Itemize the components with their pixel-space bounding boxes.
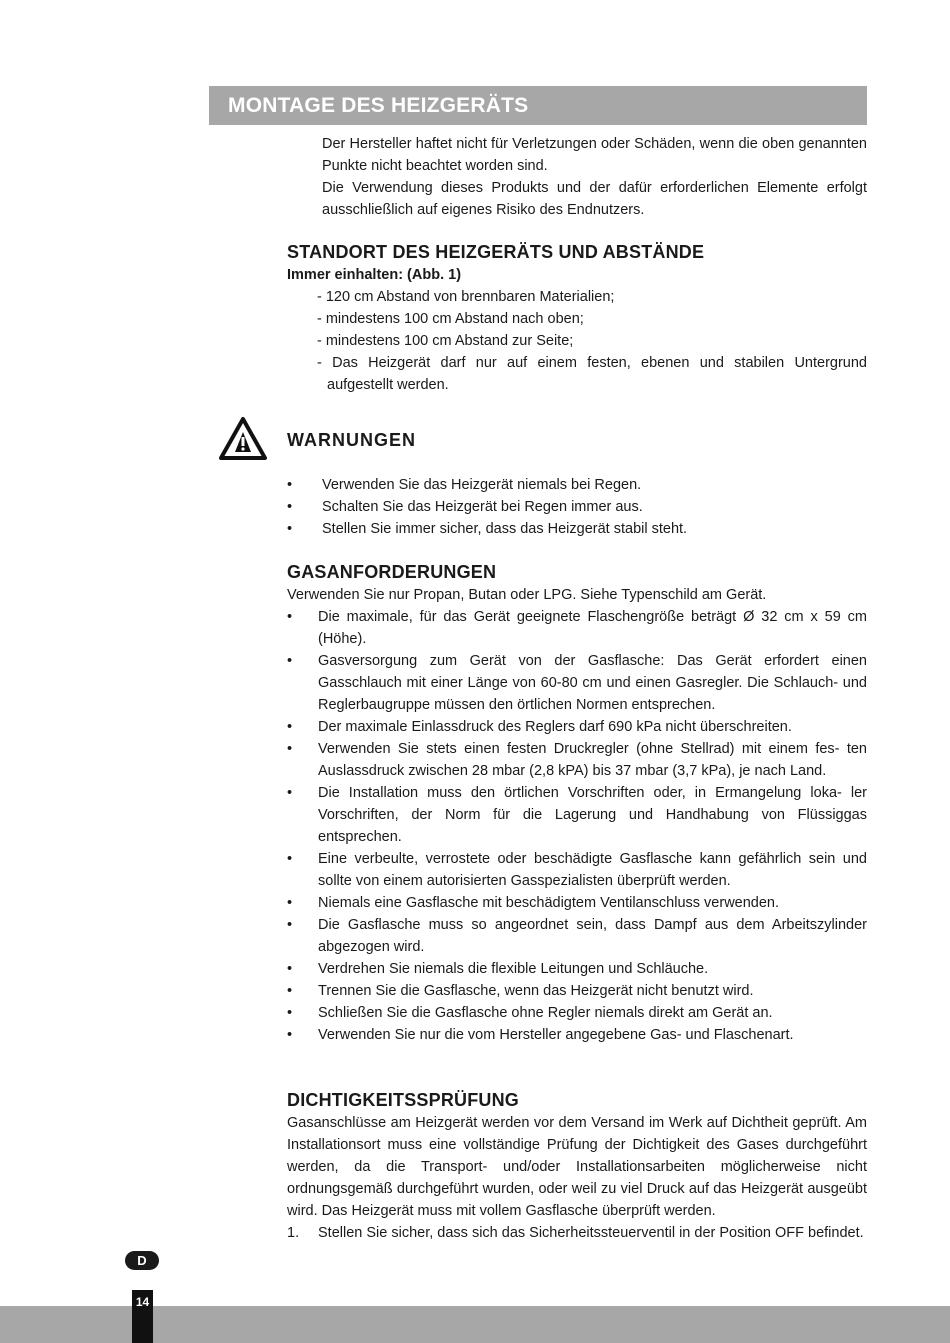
page-number: 14: [132, 1290, 153, 1343]
section-gas: [287, 560, 867, 1046]
gas-list: [287, 606, 867, 1046]
list-item: • Verwenden Sie das Heizgerät niemals bei Regen.: [287, 474, 867, 496]
list-item: • Die Installation muss den örtlichen Vorschriften oder, in Ermangelung loka- ler Vorschriften, der Norm für die Lagerung und Handhabung von Flüssiggas entsprechen.: [287, 782, 867, 848]
intro-text: [322, 133, 867, 221]
gas-intro: Verwenden Sie nur Propan, Butan oder LPG. Siehe Typenschild am Gerät.: [287, 587, 767, 603]
list-item: • Niemals eine Gasflasche mit beschädigtem Ventilanschluss verwenden.: [287, 892, 867, 914]
bullet-icon: •: [287, 521, 293, 537]
language-badge: D: [125, 1251, 159, 1270]
bullet-icon: •: [287, 477, 293, 493]
warnungen-heading: WARNUNGEN: [287, 430, 416, 450]
list-item: • Verdrehen Sie niemals die flexible Leitungen und Schläuche.: [287, 958, 867, 980]
list-item: • Schalten Sie das Heizgerät bei Regen immer aus.: [287, 496, 867, 518]
list-item: 1. Stellen Sie sicher, dass sich das Sicherheitssteuerventil in der Position OFF befindet.: [287, 1222, 867, 1244]
step-number: 1.: [287, 1225, 300, 1241]
bullet-icon: •: [287, 851, 293, 867]
list-item: • Verwenden Sie nur die vom Hersteller angegebene Gas- und Flaschenart.: [287, 1024, 867, 1046]
standort-list: [287, 286, 867, 396]
standort-heading: STANDORT DES HEIZGERÄTS UND ABSTÄNDE: [287, 242, 705, 262]
bullet-icon: •: [287, 653, 293, 669]
bullet-icon: •: [287, 741, 293, 757]
section-warnungen: [287, 428, 867, 452]
intro-paragraph-1: Der Hersteller haftet nicht für Verletzungen oder Schäden, wenn die oben genannten Punkte nicht beachtet worden sind.: [322, 136, 867, 174]
list-item: • Stellen Sie immer sicher, dass das Heizgerät stabil steht.: [287, 518, 867, 540]
list-item: • Verwenden Sie stets einen festen Druckregler (ohne Stellrad) mit einem fes- ten Auslassdruck zwischen 28 mbar (2,8 kPA) bis 37 mbar (3,7 kPa), je nach Land.: [287, 738, 867, 782]
list-item: - mindestens 100 cm Abstand zur Seite;: [317, 333, 574, 349]
bullet-icon: •: [287, 983, 293, 999]
intro-paragraph-2: Die Verwendung dieses Produkts und der dafür erforderlichen Elemente erfolgt ausschließlich auf eigenes Risiko des Endnutzers.: [322, 180, 867, 218]
warnungen-list: [287, 474, 867, 540]
list-item: • Eine verbeulte, verrostete oder beschädigte Gasflasche kann gefährlich sein und sollte von einem autorisierten Gasspezialisten überprüft werden.: [287, 848, 867, 892]
bullet-icon: •: [287, 499, 293, 515]
page-title: MONTAGE DES HEIZGERÄTS: [209, 86, 867, 125]
bullet-icon: •: [287, 785, 293, 801]
dicht-text: Gasanschlüsse am Heizgerät werden vor dem Versand im Werk auf Dichtheit geprüft. Am Installationsort muss eine vollständige Prüfung der Dichtigkeit des Gases durchgeführt werden, da die Transport- und/oder Installationsarbeiten möglicherweise nicht ordnungsgemäß durchgeführt wurden, oder weil zu viel Druck auf das Heizgerät ausgeübt wird. Das Heizgerät muss mit vollem Gasflasche überprüft werden.: [287, 1115, 867, 1219]
list-item: • Die Gasflasche muss so angeordnet sein, dass Dampf aus dem Arbeitszylinder abgezogen wird.: [287, 914, 867, 958]
standort-subheading: Immer einhalten: (Abb. 1): [287, 267, 462, 283]
bullet-icon: •: [287, 1005, 293, 1021]
bullet-icon: •: [287, 895, 293, 911]
list-item: • Die maximale, für das Gerät geeignete Flaschengröße beträgt Ø 32 cm x 59 cm (Höhe).: [287, 606, 867, 650]
list-item: • Trennen Sie die Gasflasche, wenn das Heizgerät nicht benutzt wird.: [287, 980, 867, 1002]
bullet-icon: •: [287, 1027, 293, 1043]
list-item: - 120 cm Abstand von brennbaren Materialien;: [317, 289, 615, 305]
bullet-icon: •: [287, 917, 293, 933]
list-item: - Das Heizgerät darf nur auf einem festen, ebenen und stabilen Untergrund aufgestellt werden.: [317, 355, 867, 393]
gas-heading: GASANFORDERUNGEN: [287, 562, 497, 582]
dicht-steps: [287, 1222, 867, 1244]
bullet-icon: •: [287, 719, 293, 735]
list-item: - mindestens 100 cm Abstand nach oben;: [317, 311, 584, 327]
bullet-icon: •: [287, 961, 293, 977]
list-item: • Gasversorgung zum Gerät von der Gasflasche: Das Gerät erfordert einen Gasschlauch mit einer Länge von 60-80 cm und einen Gasregler. Die Schlauch- und Reglerbaugruppe müssen den örtlichen Normen entsprechen.: [287, 650, 867, 716]
bullet-icon: •: [287, 609, 293, 625]
section-dichtigkeit: [287, 1088, 867, 1244]
list-item: • Der maximale Einlassdruck des Reglers darf 690 kPa nicht überschreiten.: [287, 716, 867, 738]
section-standort: [287, 240, 867, 396]
dicht-heading: DICHTIGKEITSSPRÜFUNG: [287, 1090, 520, 1110]
warning-triangle-icon: [218, 416, 268, 461]
list-item: • Schließen Sie die Gasflasche ohne Regler niemals direkt am Gerät an.: [287, 1002, 867, 1024]
